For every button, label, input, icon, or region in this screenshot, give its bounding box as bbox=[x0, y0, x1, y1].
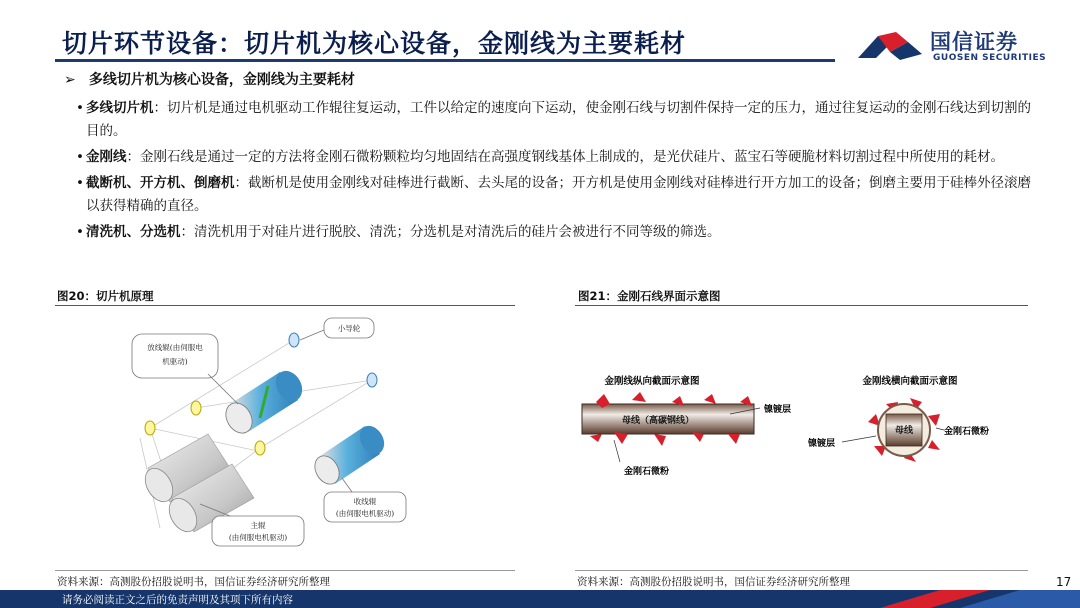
core-cross-label: 母线 bbox=[894, 426, 914, 436]
bullet-item bbox=[76, 221, 1036, 244]
cross-section-title: 金刚线横向截面示意图 bbox=[862, 376, 958, 387]
figure-21-bottom-rule bbox=[575, 570, 1028, 571]
diamond-wire-section-diagram bbox=[580, 366, 1020, 486]
nickel-layer-label-long: 镍镀层 bbox=[764, 405, 792, 415]
nickel-leader-cross bbox=[842, 436, 876, 442]
slicer-principle-diagram bbox=[120, 308, 430, 570]
small-guide-wheels bbox=[289, 333, 377, 387]
bullet-text: ：金刚石线是通过一定的方法将金刚石微粉颗粒均匀地固结在高强度钢线基体上制成的，是光伏硅片、蓝宝石等硬脆材料切割过程中所使用的耗材。 bbox=[126, 149, 1004, 165]
main-roller-label-2: (由伺服电机驱动) bbox=[228, 533, 288, 542]
logo-chinese-name: 国信证券 bbox=[930, 30, 1018, 54]
bullet-text: ：清洗机用于对硅片进行脱胶、清洗；分选机是对清洗后的硅片会被进行不同等级的筛选。 bbox=[180, 224, 721, 240]
bullet-term: 截断机、开方机、倒磨机 bbox=[86, 175, 235, 191]
bullet-item bbox=[76, 146, 1036, 169]
nickel-layer-label-cross: 镍镀层 bbox=[808, 439, 836, 449]
bullet-item bbox=[76, 97, 1036, 143]
figure-21-title: 图21：金刚石线界面示意图 bbox=[578, 289, 721, 303]
title-underline bbox=[55, 59, 835, 62]
section-heading-text: 多线切片机为核心设备，金刚线为主要耗材 bbox=[88, 72, 355, 88]
diamond-leader-cross bbox=[936, 428, 944, 430]
figure-21-top-rule bbox=[575, 305, 1028, 306]
unwind-roller-label-2: 机驱动) bbox=[162, 357, 188, 366]
bullet-text: ：截断机是使用金刚线对硅棒进行截断、去头尾的设备；开方机是使用金刚线对硅棒进行开方加工的设备；倒磨主要用于硅棒外径滚磨以获得精确的直径。 bbox=[86, 175, 1031, 214]
arrow-bullet-icon: ➢ bbox=[64, 72, 76, 88]
figure-20-title: 图20：切片机原理 bbox=[57, 289, 154, 303]
footer-decoration-icon bbox=[820, 590, 1080, 608]
bullet-dot-icon: • bbox=[76, 100, 84, 116]
page-number: 17 bbox=[1056, 575, 1072, 589]
bullet-dot-icon: • bbox=[76, 149, 84, 165]
small-guide-label: 小导轮 bbox=[337, 324, 361, 333]
bullet-list bbox=[76, 97, 1036, 247]
bullet-dot-icon: • bbox=[76, 175, 84, 191]
bullet-text: ：切片机是通过电机驱动工作辊往复运动，工件以给定的速度向下运动，使金刚石线与切割件保持一定的压力，通过往复运动的金刚石线达到切割的目的。 bbox=[86, 100, 1031, 139]
takeup-roller-label-2: (由伺服电机驱动) bbox=[335, 509, 395, 518]
figure-20-source: 资料来源：高测股份招股说明书，国信证券经济研究所整理 bbox=[57, 576, 330, 588]
figure-20-top-rule bbox=[55, 305, 515, 306]
takeup-spool bbox=[310, 422, 389, 489]
figure-20-bottom-rule bbox=[55, 570, 515, 571]
company-logo bbox=[856, 24, 1056, 66]
wire-core-label: 母线（高碳钢线） bbox=[621, 416, 695, 426]
diamond-powder-label-cross: 金刚石微粉 bbox=[944, 427, 990, 437]
bullet-item bbox=[76, 172, 1036, 218]
logo-english-name: GUOSEN SECURITIES bbox=[933, 53, 1047, 63]
diamond-powder-label-long: 金刚石微粉 bbox=[624, 467, 670, 477]
bullet-term: 多线切片机 bbox=[86, 100, 154, 116]
takeup-roller-label: 收线辊 bbox=[353, 497, 377, 506]
bullet-term: 清洗机、分选机 bbox=[86, 224, 181, 240]
diamond-leader-long bbox=[614, 440, 620, 462]
section-heading bbox=[64, 69, 355, 89]
main-roller-label: 主辊 bbox=[250, 521, 266, 530]
unwind-roller-label: 放线辊(由伺服电 bbox=[147, 343, 203, 352]
page-title: 切片环节设备：切片机为核心设备，金刚线为主要耗材 bbox=[62, 29, 687, 58]
bullet-term: 金刚线 bbox=[86, 149, 127, 165]
footer-disclaimer: 请务必阅读正文之后的免责声明及其项下所有内容 bbox=[62, 594, 293, 606]
footer-bar bbox=[0, 590, 1080, 608]
figure-21-source: 资料来源：高测股份招股说明书，国信证券经济研究所整理 bbox=[577, 576, 850, 588]
longitudinal-section-title: 金刚线纵向截面示意图 bbox=[604, 376, 700, 387]
bullet-dot-icon: • bbox=[76, 224, 84, 240]
logo-mark-icon bbox=[856, 28, 924, 62]
